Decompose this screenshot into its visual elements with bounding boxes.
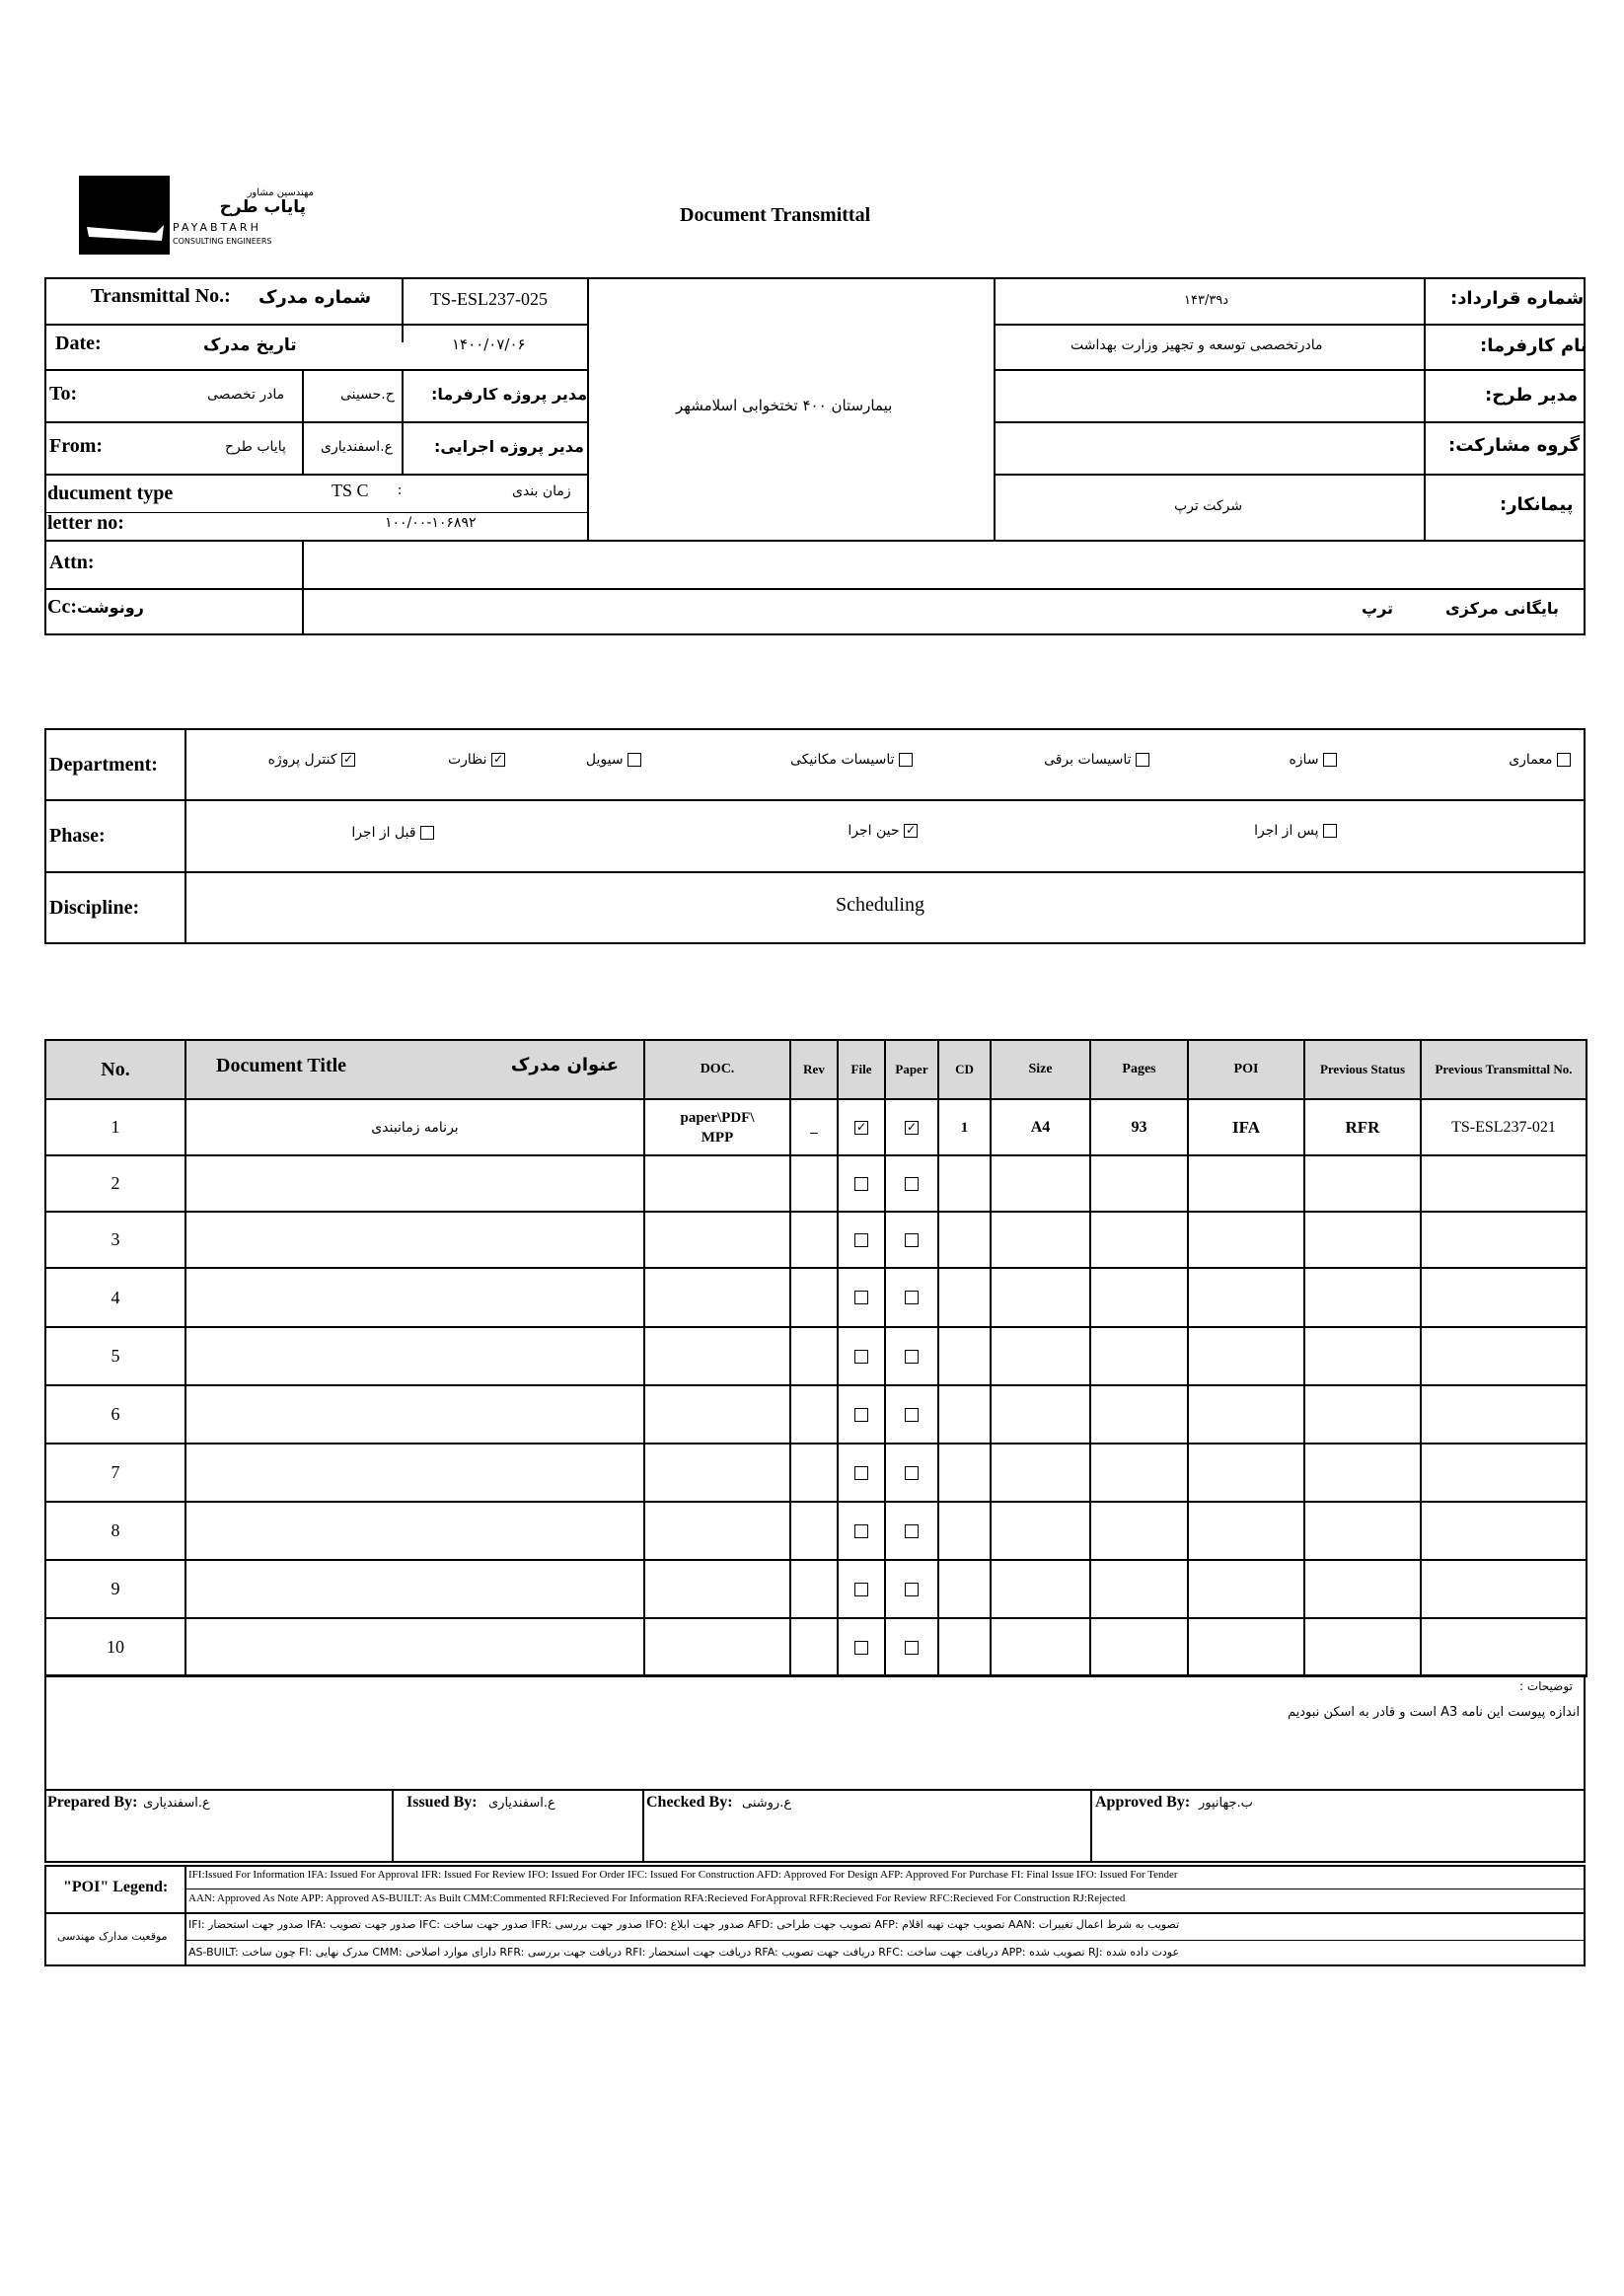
cell-no-text: 10 (107, 1637, 124, 1657)
cell-no-text: 3 (111, 1229, 120, 1249)
doctype-colon: : (398, 482, 403, 498)
doctype-label: ducument type (47, 482, 174, 504)
transmittal-number: TS-ESL237-025 (430, 289, 548, 309)
checkbox-icon[interactable] (854, 1583, 868, 1596)
cell-cd (938, 1560, 991, 1618)
cell-rev (790, 1099, 838, 1155)
cell-paper (885, 1560, 938, 1618)
cell-no-text: 9 (111, 1579, 120, 1598)
to-person: ح.حسینی (340, 387, 395, 403)
col-prev-transmittal: Previous Transmittal No. (1421, 1040, 1587, 1099)
cell-prev-transmittal (1421, 1327, 1587, 1385)
cell-cd (938, 1502, 991, 1560)
legend-line-2: AAN: Approved As Note APP: Approved AS-BUILT: As Built CMM:Commented RFI:Recieved For Information RFA:Recieved ForApproval RFR:Recieved For Review RFC:Recieved For Construction RJ:Rejected (188, 1892, 1126, 1904)
cell-pages (1090, 1560, 1188, 1618)
cell-doc (644, 1560, 790, 1618)
checkbox-icon[interactable] (854, 1350, 868, 1364)
legend-line-3: IFI: صدور جهت استحضار IFA: صدور جهت تصویب IFC: صدور جهت ساخت IFR: صدور جهت بررسی IFO: صدور جهت ابلاغ AFD: تصویب جهت طراحی AFP: تصویب جهت تهیه اقلام AAN: تصویب به شرط اعمال تغییرات (188, 1918, 1180, 1931)
cell-paper (885, 1502, 938, 1560)
dept-civil[interactable]: سیویل (560, 752, 641, 768)
logo-fa-name: پایاب طرح (219, 197, 306, 217)
cell-paper (885, 1618, 938, 1676)
col-title-fa: عنوان مدرک (510, 1055, 619, 1075)
cell-title (185, 1502, 644, 1560)
client-label: نام کارفرما: (1480, 335, 1587, 356)
fa-legend-label: موقعیت مدارک مهندسی (57, 1930, 168, 1943)
from-person: ع.اسفندیاری (321, 439, 393, 455)
cell-paper (885, 1444, 938, 1502)
transmittal-label: Transmittal No.: (91, 285, 231, 307)
checkbox-icon[interactable] (1136, 753, 1149, 767)
checkbox-icon[interactable] (905, 1466, 919, 1480)
checkbox-icon[interactable] (854, 1466, 868, 1480)
department-options (187, 752, 1579, 779)
page-title: Document Transmittal (680, 204, 871, 226)
cell-title (185, 1444, 644, 1502)
cell-cd (938, 1385, 991, 1444)
cell-title (185, 1268, 644, 1327)
header-block (44, 277, 1586, 635)
checkbox-icon[interactable] (854, 1233, 868, 1247)
contractor-label: پیمانکار: (1500, 494, 1574, 515)
checkbox-icon[interactable] (854, 1524, 868, 1538)
logo-mark-icon (79, 176, 170, 255)
cell-no-text: 4 (111, 1287, 120, 1307)
cell-paper (885, 1155, 938, 1212)
cell-file (838, 1502, 885, 1560)
cell-file (838, 1212, 885, 1268)
cell-pages (1090, 1212, 1188, 1268)
from-label: From: (49, 435, 104, 457)
col-no: No. (45, 1040, 185, 1099)
cell-paper (885, 1327, 938, 1385)
letter-value: ۱۰۰/۰۰-۱۰۶۸۹۲ (385, 515, 477, 531)
cell-doc (644, 1618, 790, 1676)
dept-architecture[interactable]: معماری (1442, 752, 1571, 768)
cell-no (45, 1099, 185, 1155)
checked-by-label: Checked By: (646, 1794, 733, 1811)
phase-label: Phase: (49, 825, 106, 847)
checked-checkbox-icon[interactable]: ✓ (492, 752, 504, 766)
cell-file (838, 1268, 885, 1327)
cell-prev-status (1304, 1212, 1421, 1268)
cell-file (838, 1560, 885, 1618)
cell-no (45, 1155, 185, 1212)
cell-title (185, 1099, 644, 1155)
cell-file (838, 1327, 885, 1385)
checkbox-icon[interactable] (899, 753, 913, 767)
col-paper: Paper (885, 1040, 938, 1099)
legend-line-1: IFI:Issued For Information IFA: Issued For Approval IFR: Issued For Review IFO: Issued For Order IFC: Issued For Construction AFD: Approved For Design AFP: Approved For Purchase FI: Final Issue IFO: Issued For Tender (188, 1869, 1178, 1881)
cell-no (45, 1268, 185, 1327)
cell-doc (644, 1327, 790, 1385)
table-header-row (45, 1040, 1587, 1099)
checked-checkbox-icon[interactable]: ✓ (855, 1119, 867, 1134)
cell-doc (644, 1099, 790, 1155)
cell-poi (1188, 1099, 1304, 1155)
transmittal-label-fa: شماره مدرک (258, 287, 372, 308)
cell-prev-status (1304, 1268, 1421, 1327)
cell-poi (1188, 1268, 1304, 1327)
col-title (185, 1040, 644, 1099)
col-rev: Rev (790, 1040, 838, 1099)
to-label: To: (49, 383, 78, 405)
attn-label: Attn: (49, 552, 95, 573)
cell-cd (938, 1327, 991, 1385)
logo-en-sub: CONSULTING ENGINEERS (173, 237, 272, 246)
cc-value-trap: ترپ (1362, 599, 1394, 618)
cell-cd (938, 1212, 991, 1268)
checkbox-icon[interactable] (854, 1177, 868, 1191)
contract-label: شماره قرارداد: (1450, 288, 1585, 309)
cell-size-text: A4 (1030, 1118, 1051, 1136)
cell-no (45, 1618, 185, 1676)
phase-options (187, 823, 1579, 851)
table-row (45, 1618, 1587, 1676)
cell-file (838, 1618, 885, 1676)
checkbox-icon[interactable] (905, 1583, 919, 1596)
cell-no-text: 6 (111, 1404, 120, 1424)
checkbox-icon[interactable] (420, 826, 434, 840)
cell-pages (1090, 1385, 1188, 1444)
cell-paper (885, 1212, 938, 1268)
cell-poi (1188, 1155, 1304, 1212)
phase-during[interactable]: ✓ حین اجرا (848, 823, 917, 839)
cell-rev (790, 1618, 838, 1676)
table-row (45, 1327, 1587, 1385)
cell-size (991, 1385, 1090, 1444)
dept-structure[interactable]: سازه (1258, 752, 1337, 768)
checkbox-icon[interactable] (905, 1641, 919, 1655)
cell-no (45, 1212, 185, 1268)
cell-prev-status-text: RFR (1345, 1117, 1380, 1137)
cell-size (991, 1155, 1090, 1212)
table-row (45, 1385, 1587, 1444)
cell-title (185, 1618, 644, 1676)
checked-by-value: ع.روشنی (742, 1796, 792, 1811)
cell-no-text: 7 (111, 1462, 120, 1482)
cell-doc (644, 1212, 790, 1268)
discipline-value: Scheduling (836, 894, 924, 916)
cc-label: Cc:رونوشت (47, 596, 144, 618)
col-prev-status: Previous Status (1304, 1040, 1421, 1099)
checkbox-icon[interactable] (905, 1233, 919, 1247)
cell-prev-transmittal (1421, 1560, 1587, 1618)
cell-no-text: 8 (111, 1520, 120, 1540)
cell-size (991, 1212, 1090, 1268)
cell-doc (644, 1444, 790, 1502)
cell-rev (790, 1560, 838, 1618)
logo-fa-small: مهندسین مشاور (247, 187, 314, 198)
cell-rev (790, 1268, 838, 1327)
cell-prev-status (1304, 1502, 1421, 1560)
cell-cd (938, 1268, 991, 1327)
cell-size (991, 1618, 1090, 1676)
contractor-value: شرکت ترپ (1174, 498, 1243, 514)
cell-poi (1188, 1327, 1304, 1385)
cell-poi (1188, 1560, 1304, 1618)
cell-doc (644, 1268, 790, 1327)
table-row (45, 1444, 1587, 1502)
cell-size (991, 1099, 1090, 1155)
logo-en-name: PAYABTARH (173, 221, 261, 234)
cell-rev (790, 1444, 838, 1502)
cell-pages (1090, 1327, 1188, 1385)
cell-no (45, 1327, 185, 1385)
cell-rev (790, 1212, 838, 1268)
checkbox-icon[interactable] (905, 1291, 919, 1304)
cc-value-archive: بایگانی مرکزی (1445, 599, 1559, 618)
signature-block (44, 1789, 1586, 1863)
date-label: Date: (55, 333, 102, 354)
checkbox-icon[interactable] (1557, 753, 1571, 767)
department-label: Department: (49, 754, 158, 776)
document-table (44, 1039, 1587, 1677)
notes-text: اندازه پیوست این نامه A3 است و قادر به اسکن نبودیم (1288, 1705, 1581, 1720)
notes-label: توضیحات : (1519, 1679, 1573, 1693)
dept-electrical[interactable]: تاسیسات برقی (1011, 752, 1149, 768)
checked-checkbox-icon[interactable]: ✓ (906, 1119, 918, 1134)
client-value: مادرتخصصی توسعه و تجهیز وزارت بهداشت (1070, 337, 1323, 353)
dept-project-control[interactable]: ✓ کنترل پروژه (267, 752, 354, 768)
cell-pages-text: 93 (1131, 1118, 1147, 1136)
cell-prev-transmittal (1421, 1502, 1587, 1560)
cell-pages (1090, 1618, 1188, 1676)
cell-prev-transmittal (1421, 1385, 1587, 1444)
cell-paper (885, 1099, 938, 1155)
cell-no-text: 1 (111, 1117, 120, 1137)
cell-prev-status (1304, 1155, 1421, 1212)
discipline-label: Discipline: (49, 897, 140, 919)
approved-by-label: Approved By: (1095, 1794, 1191, 1811)
cell-cd (938, 1444, 991, 1502)
cell-doc-text: paper\PDF\ MPP (680, 1109, 755, 1146)
cell-cd (938, 1155, 991, 1212)
doctype-value: TS C (332, 481, 369, 500)
cell-doc (644, 1155, 790, 1212)
cell-file (838, 1444, 885, 1502)
table-row (45, 1502, 1587, 1560)
cell-prev-transmittal (1421, 1155, 1587, 1212)
prepared-by-value: ع.اسفندیاری (143, 1796, 210, 1811)
col-size: Size (991, 1040, 1090, 1099)
cell-no-text: 2 (111, 1173, 120, 1193)
table-row (45, 1099, 1587, 1155)
letter-label: letter no: (47, 512, 124, 534)
partnership-label: گروه مشارکت: (1448, 435, 1581, 456)
cell-no (45, 1444, 185, 1502)
cell-file (838, 1385, 885, 1444)
checkbox-icon[interactable] (1323, 824, 1337, 838)
cell-rev (790, 1155, 838, 1212)
cell-cd (938, 1618, 991, 1676)
cell-file (838, 1099, 885, 1155)
cell-prev-transmittal (1421, 1268, 1587, 1327)
checkbox-icon[interactable] (905, 1524, 919, 1538)
cell-cd (938, 1099, 991, 1155)
cell-prev-transmittal (1421, 1099, 1587, 1155)
from-role: مدیر پروژه اجرایی: (434, 437, 584, 456)
checkbox-icon[interactable] (905, 1350, 919, 1364)
cell-size (991, 1502, 1090, 1560)
contract-value: ۱۴۳/۳۹د (1184, 293, 1229, 308)
cell-no (45, 1385, 185, 1444)
phase-after[interactable]: پس از اجرا (1228, 823, 1337, 839)
dept-supervision[interactable]: ✓ نظارت (447, 752, 504, 768)
company-logo (79, 176, 314, 257)
cell-pages (1090, 1444, 1188, 1502)
cell-poi (1188, 1212, 1304, 1268)
checkbox-icon[interactable] (905, 1177, 919, 1191)
table-row (45, 1268, 1587, 1327)
prepared-by-label: Prepared By: (47, 1794, 138, 1811)
cell-paper (885, 1385, 938, 1444)
issued-by-value: ع.اسفندیاری (488, 1796, 555, 1811)
cell-paper (885, 1268, 938, 1327)
cell-prev-transmittal (1421, 1212, 1587, 1268)
cell-title (185, 1212, 644, 1268)
cell-pages (1090, 1155, 1188, 1212)
design-manager-label: مدیر طرح: (1485, 385, 1579, 406)
legend-line-4: AS-BUILT: چون ساخت FI: مدرک نهایی CMM: دارای موارد اصلاحی RFR: دریافت جهت بررسی RFI: دریافت جهت استحضار RFA: دریافت جهت تصویب RFC: دریافت جهت ساخت APP: تصویب شده RJ: عودت داده شده (188, 1946, 1180, 1959)
notes-box (44, 1674, 1586, 1791)
cell-poi-text: IFA (1231, 1117, 1260, 1137)
cell-prev-status (1304, 1385, 1421, 1444)
cell-title (185, 1385, 644, 1444)
checkbox-icon[interactable] (1323, 753, 1337, 767)
cell-prev-transmittal-text: TS-ESL237-021 (1451, 1118, 1556, 1136)
date-label-fa: تاریخ مدرک (203, 335, 297, 355)
cell-size (991, 1560, 1090, 1618)
cell-poi (1188, 1385, 1304, 1444)
cell-title (185, 1155, 644, 1212)
cell-prev-status (1304, 1327, 1421, 1385)
approved-by-value: ب.جهانپور (1199, 1796, 1253, 1811)
cell-no (45, 1502, 185, 1560)
checkbox-icon[interactable] (854, 1408, 868, 1422)
checkbox-icon[interactable] (854, 1291, 868, 1304)
cell-title-text: برنامه زمانبندی (371, 1119, 459, 1136)
cell-prev-status (1304, 1618, 1421, 1676)
doctype-fa: زمان بندی (512, 483, 571, 499)
cell-rev (790, 1327, 838, 1385)
cell-size (991, 1268, 1090, 1327)
checked-checkbox-icon[interactable]: ✓ (342, 752, 354, 766)
cell-pages (1090, 1502, 1188, 1560)
poi-legend-label: "POI" Legend: (63, 1879, 169, 1895)
checkbox-icon[interactable] (627, 753, 641, 767)
to-role: مدیر پروژه کارفرما: (431, 385, 588, 404)
col-poi: POI (1188, 1040, 1304, 1099)
col-file: File (838, 1040, 885, 1099)
project-name: بیمارستان ۴۰۰ تختخوابی اسلامشهر (676, 397, 893, 414)
cell-no-text: 5 (111, 1346, 120, 1366)
col-title-en: Document Title (216, 1055, 347, 1076)
checkbox-icon[interactable] (905, 1408, 919, 1422)
cell-doc (644, 1502, 790, 1560)
dept-mechanical[interactable]: تاسیسات مکانیکی (745, 752, 913, 768)
cell-pages (1090, 1268, 1188, 1327)
issued-by-label: Issued By: (406, 1794, 478, 1811)
col-cd: CD (938, 1040, 991, 1099)
cell-prev-transmittal (1421, 1618, 1587, 1676)
table-row (45, 1212, 1587, 1268)
cell-prev-status (1304, 1560, 1421, 1618)
cell-poi (1188, 1502, 1304, 1560)
cell-title (185, 1560, 644, 1618)
cell-title (185, 1327, 644, 1385)
cell-poi (1188, 1618, 1304, 1676)
cell-size (991, 1327, 1090, 1385)
cell-poi (1188, 1444, 1304, 1502)
cell-no (45, 1560, 185, 1618)
to-value: مادر تخصصی (207, 387, 285, 403)
cell-prev-status (1304, 1099, 1421, 1155)
checkbox-icon[interactable] (854, 1641, 868, 1655)
cell-rev-text: _ (810, 1119, 818, 1136)
cell-prev-status (1304, 1444, 1421, 1502)
checked-checkbox-icon[interactable]: ✓ (905, 823, 917, 837)
cell-prev-transmittal (1421, 1444, 1587, 1502)
phase-before[interactable]: قبل از اجرا (326, 825, 434, 841)
col-pages: Pages (1090, 1040, 1188, 1099)
table-row (45, 1155, 1587, 1212)
col-doc: DOC. (644, 1040, 790, 1099)
cell-size (991, 1444, 1090, 1502)
cell-rev (790, 1385, 838, 1444)
cell-rev (790, 1502, 838, 1560)
table-row (45, 1560, 1587, 1618)
cell-doc (644, 1385, 790, 1444)
cell-pages (1090, 1099, 1188, 1155)
cell-file (838, 1155, 885, 1212)
date-value: ۱۴۰۰/۰۷/۰۶ (452, 335, 526, 353)
from-value: پایاب طرح (225, 439, 286, 455)
cell-cd-text: 1 (960, 1119, 969, 1136)
